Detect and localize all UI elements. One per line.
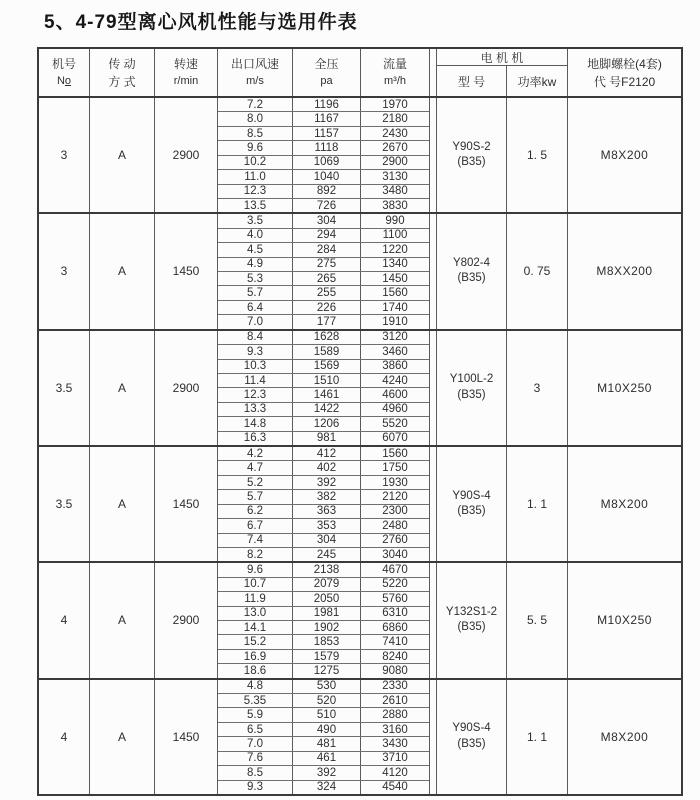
- performance-value: 1740: [382, 301, 408, 314]
- motor-model: Y90S-4: [452, 722, 491, 735]
- column-gap: [430, 447, 437, 561]
- performance-value: 275: [293, 258, 361, 271]
- anchor-bolt-cell: M8X200: [600, 148, 649, 163]
- performance-value: 4670: [382, 564, 408, 577]
- performance-row: [218, 664, 429, 677]
- performance-row: [218, 621, 429, 635]
- performance-value: 177: [293, 315, 361, 328]
- performance-value: 1910: [382, 315, 408, 328]
- performance-rows: [218, 563, 430, 677]
- performance-value: 1220: [382, 243, 408, 256]
- fan-block: [39, 680, 681, 794]
- performance-value: 4.0: [218, 229, 293, 242]
- performance-value: 402: [293, 461, 361, 474]
- motor-model-text: [452, 721, 490, 752]
- motor-power-cell: 5. 5: [507, 563, 568, 677]
- motor-model: Y90S-4: [452, 489, 491, 502]
- machine-no-cell: 3.5: [39, 331, 90, 445]
- performance-value: 1560: [382, 287, 408, 300]
- performance-value: 3130: [382, 170, 408, 183]
- performance-value: 5520: [382, 417, 408, 430]
- performance-row: [218, 505, 429, 519]
- performance-value: 11.0: [218, 170, 293, 183]
- performance-row: [218, 723, 429, 737]
- motor-model-text: [446, 605, 497, 636]
- performance-value: 1040: [293, 170, 361, 183]
- machine-no-cell: 3: [39, 98, 90, 212]
- performance-value: 1167: [293, 112, 361, 125]
- performance-row: [218, 694, 429, 708]
- performance-value: 13.3: [218, 403, 293, 416]
- header-line: [57, 73, 71, 90]
- performance-row: [218, 388, 429, 402]
- performance-value: 1510: [293, 374, 361, 387]
- anchor-bolt-cell: M10X250: [597, 613, 652, 628]
- performance-value: 245: [293, 548, 361, 561]
- header-line: 代 号F2120: [593, 74, 656, 89]
- header-line: 转速: [173, 57, 198, 72]
- header-line: m/s: [246, 75, 264, 88]
- performance-value: 2670: [382, 141, 408, 154]
- performance-value: 3120: [382, 331, 408, 344]
- performance-row: [218, 127, 429, 141]
- performance-value: 255: [293, 286, 361, 299]
- header-motor-power: 功率kw: [517, 74, 557, 89]
- performance-value: 6860: [382, 621, 408, 634]
- performance-value: 2760: [382, 534, 408, 547]
- performance-value: 4240: [382, 374, 408, 387]
- drive-cell: A: [90, 98, 155, 212]
- performance-value: 1853: [293, 635, 361, 648]
- performance-value: 3710: [382, 752, 408, 765]
- motor-mount: (B35): [457, 156, 486, 169]
- performance-value: 6070: [382, 432, 408, 445]
- performance-row: [218, 708, 429, 722]
- machine-no-cell: 4: [39, 680, 90, 794]
- performance-value: 304: [293, 214, 361, 227]
- performance-value: 8240: [382, 650, 408, 663]
- anchor-bolt-cell: M8X200: [600, 729, 649, 744]
- performance-value: 392: [293, 766, 361, 779]
- performance-value: 4600: [382, 389, 408, 402]
- drive-cell: A: [90, 563, 155, 677]
- performance-value: 6.5: [218, 723, 293, 736]
- performance-value: 412: [293, 447, 361, 460]
- performance-value: 12.3: [218, 185, 293, 198]
- performance-value: 1750: [382, 462, 408, 475]
- performance-value: 8.0: [218, 112, 293, 125]
- performance-value: 5.3: [218, 272, 293, 285]
- motor-model-cell: [437, 563, 507, 677]
- performance-row: [218, 781, 429, 794]
- performance-value: 1450: [382, 272, 408, 285]
- performance-value: 9080: [382, 664, 408, 677]
- header-motor-model: 型 号: [437, 66, 507, 96]
- performance-row: [218, 578, 429, 592]
- column-gap: [430, 331, 437, 445]
- performance-value: 1560: [382, 447, 408, 460]
- header-line: 全压: [314, 57, 339, 72]
- performance-value: 382: [293, 490, 361, 503]
- performance-value: 294: [293, 229, 361, 242]
- motor-model: Y132S1-2: [445, 605, 498, 618]
- performance-value: 392: [293, 476, 361, 489]
- performance-value: 13.0: [218, 607, 293, 620]
- table-header: [39, 49, 681, 98]
- motor-model-cell: [437, 331, 507, 445]
- performance-row: [218, 635, 429, 649]
- performance-row: [218, 752, 429, 766]
- performance-value: 981: [293, 432, 361, 445]
- column-gap: [430, 49, 437, 96]
- performance-value: 6.7: [218, 519, 293, 532]
- performance-value: 9.6: [218, 563, 293, 576]
- performance-value: 1579: [293, 650, 361, 663]
- performance-value: 892: [293, 185, 361, 198]
- performance-value: 7410: [382, 636, 408, 649]
- performance-value: 1628: [293, 331, 361, 344]
- performance-value: 3040: [382, 548, 408, 561]
- column-gap: [430, 680, 437, 794]
- performance-value: 5760: [382, 592, 408, 605]
- performance-row: [218, 345, 429, 359]
- performance-value: 265: [293, 272, 361, 285]
- performance-value: 7.0: [218, 737, 293, 750]
- performance-value: 8.5: [218, 127, 293, 140]
- motor-mount: (B35): [457, 737, 486, 750]
- motor-model-cell: [437, 214, 507, 328]
- performance-value: 510: [293, 708, 361, 721]
- machine-no-cell: 4: [39, 563, 90, 677]
- performance-value: 9.3: [218, 781, 293, 794]
- performance-value: 4540: [382, 781, 408, 794]
- no-abbrev-o: o: [64, 75, 72, 88]
- motor-mount: (B35): [457, 272, 486, 285]
- performance-row: [218, 243, 429, 257]
- performance-value: 1196: [293, 98, 361, 111]
- performance-value: 10.2: [218, 156, 293, 169]
- performance-row: [218, 170, 429, 184]
- motor-power-cell: 1. 1: [507, 447, 568, 561]
- performance-rows: [218, 98, 430, 212]
- header-motor-title: 电 机 机: [437, 49, 567, 66]
- motor-model: Y90S-2: [452, 140, 491, 153]
- performance-value: 324: [293, 781, 361, 794]
- header-line: 地脚螺栓(4套): [587, 56, 662, 71]
- header-total-pressure: [293, 49, 361, 96]
- performance-value: 2079: [293, 578, 361, 591]
- performance-value: 1206: [293, 417, 361, 430]
- no-abbrev-n: N: [56, 75, 65, 88]
- fan-block: [39, 447, 681, 563]
- rpm-cell: 2900: [155, 331, 218, 445]
- motor-model-cell: [437, 447, 507, 561]
- header-outlet-velocity: [218, 49, 293, 96]
- performance-value: 1981: [293, 607, 361, 620]
- performance-value: 4960: [382, 403, 408, 416]
- performance-value: 7.0: [218, 315, 293, 328]
- performance-value: 1902: [293, 621, 361, 634]
- header-flow-rate: [361, 49, 430, 96]
- rpm-cell: 2900: [155, 563, 218, 677]
- performance-row: [218, 519, 429, 533]
- performance-value: 1422: [293, 403, 361, 416]
- performance-value: 7.4: [218, 534, 293, 547]
- performance-rows: [218, 214, 430, 328]
- performance-value: 2050: [293, 592, 361, 605]
- performance-value: 3860: [382, 360, 408, 373]
- anchor-bolt-cell: M8XX200: [596, 264, 653, 279]
- performance-row: [218, 461, 429, 475]
- drive-cell: A: [90, 331, 155, 445]
- rpm-cell: 1450: [155, 447, 218, 561]
- performance-value: 13.5: [218, 199, 293, 212]
- performance-row: [218, 607, 429, 621]
- performance-value: 8.2: [218, 548, 293, 561]
- performance-value: 2180: [382, 113, 408, 126]
- header-rpm: [155, 49, 218, 96]
- header-anchor-bolt: [568, 49, 681, 96]
- performance-value: 3460: [382, 345, 408, 358]
- performance-value: 5220: [382, 578, 408, 591]
- performance-row: [218, 98, 429, 112]
- performance-value: 10.7: [218, 578, 293, 591]
- motor-power-cell: 1. 5: [507, 98, 568, 212]
- page-title: 5、4-79型离心风机性能与选用件表: [44, 12, 358, 33]
- performance-row: [218, 185, 429, 199]
- performance-row: [218, 766, 429, 780]
- performance-row: [218, 548, 429, 561]
- performance-value: 3.5: [218, 214, 293, 227]
- header-motor-group: [437, 49, 568, 96]
- performance-row: [218, 403, 429, 417]
- drive-cell: A: [90, 447, 155, 561]
- header-motor-subrow: [437, 66, 567, 96]
- performance-row: [218, 447, 429, 461]
- performance-value: 2480: [382, 519, 408, 532]
- performance-value: 1100: [382, 229, 408, 242]
- performance-value: 11.4: [218, 374, 293, 387]
- performance-value: 481: [293, 737, 361, 750]
- performance-value: 2880: [382, 709, 408, 722]
- performance-row: [218, 563, 429, 577]
- performance-row: [218, 476, 429, 490]
- performance-value: 1589: [293, 345, 361, 358]
- motor-model: Y802-4: [452, 256, 491, 269]
- performance-row: [218, 374, 429, 388]
- performance-value: 4120: [382, 766, 408, 779]
- motor-power-cell: 3: [507, 331, 568, 445]
- performance-value: 10.3: [218, 360, 293, 373]
- column-gap: [430, 563, 437, 677]
- performance-value: 8.5: [218, 766, 293, 779]
- performance-row: [218, 301, 429, 315]
- performance-value: 4.7: [218, 461, 293, 474]
- fan-block: [39, 98, 681, 214]
- motor-model-cell: [437, 98, 507, 212]
- machine-no-cell: 3: [39, 214, 90, 328]
- performance-row: [218, 272, 429, 286]
- performance-value: 6.4: [218, 301, 293, 314]
- performance-value: 2610: [382, 694, 408, 707]
- performance-value: 1569: [293, 360, 361, 373]
- performance-value: 304: [293, 534, 361, 547]
- performance-value: 3480: [382, 185, 408, 198]
- drive-cell: A: [90, 680, 155, 794]
- performance-row: [218, 315, 429, 328]
- performance-row: [218, 360, 429, 374]
- performance-value: 1157: [293, 127, 361, 140]
- performance-value: 726: [293, 199, 361, 212]
- performance-value: 226: [293, 301, 361, 314]
- performance-value: 4.2: [218, 447, 293, 460]
- performance-value: 6.2: [218, 505, 293, 518]
- header-line: 机号: [51, 57, 76, 72]
- motor-model-cell: [437, 680, 507, 794]
- motor-mount: (B35): [457, 388, 486, 401]
- motor-mount: (B35): [457, 621, 486, 634]
- performance-value: 1340: [382, 258, 408, 271]
- performance-value: 363: [293, 505, 361, 518]
- performance-row: [218, 592, 429, 606]
- performance-rows: [218, 447, 430, 561]
- performance-value: 9.3: [218, 345, 293, 358]
- performance-value: 7.6: [218, 752, 293, 765]
- header-line: r/min: [173, 75, 199, 88]
- motor-model-text: [453, 256, 490, 287]
- performance-row: [218, 214, 429, 228]
- performance-rows: [218, 680, 430, 794]
- performance-value: 5.9: [218, 708, 293, 721]
- machine-no-cell: 3.5: [39, 447, 90, 561]
- performance-row: [218, 141, 429, 155]
- performance-value: 2300: [382, 505, 408, 518]
- performance-value: 14.8: [218, 417, 293, 430]
- performance-value: 4.8: [218, 680, 293, 693]
- performance-value: 4.5: [218, 243, 293, 256]
- motor-model: Y100L-2: [449, 373, 494, 386]
- performance-row: [218, 199, 429, 212]
- motor-power-cell: 1. 1: [507, 680, 568, 794]
- performance-row: [218, 112, 429, 126]
- motor-model-text: [452, 140, 490, 171]
- performance-value: 11.9: [218, 592, 293, 605]
- drive-cell: A: [90, 214, 155, 328]
- performance-row: [218, 331, 429, 345]
- motor-mount: (B35): [457, 505, 486, 518]
- header-line: 出口风速: [230, 57, 279, 72]
- performance-row: [218, 229, 429, 243]
- header-drive: [90, 49, 155, 96]
- performance-value: 1461: [293, 388, 361, 401]
- performance-value: 5.2: [218, 476, 293, 489]
- performance-value: 14.1: [218, 621, 293, 634]
- performance-value: 5.7: [218, 286, 293, 299]
- performance-value: 3830: [382, 199, 408, 212]
- header-line: pa: [320, 75, 333, 88]
- performance-row: [218, 432, 429, 445]
- performance-value: 1275: [293, 664, 361, 677]
- performance-value: 5.7: [218, 490, 293, 503]
- performance-row: [218, 286, 429, 300]
- performance-value: 353: [293, 519, 361, 532]
- performance-value: 284: [293, 243, 361, 256]
- performance-value: 18.6: [218, 664, 293, 677]
- performance-value: 5.35: [218, 694, 293, 707]
- performance-row: [218, 650, 429, 664]
- performance-value: 2120: [382, 490, 408, 503]
- performance-value: 2138: [293, 563, 361, 576]
- performance-value: 6310: [382, 607, 408, 620]
- rpm-cell: 1450: [155, 680, 218, 794]
- performance-value: 2900: [382, 156, 408, 169]
- motor-model-text: [452, 489, 490, 520]
- header-machine-no: [39, 49, 90, 96]
- fan-performance-table: [37, 47, 683, 796]
- performance-row: [218, 417, 429, 431]
- column-gap: [430, 214, 437, 328]
- motor-power-cell: 0. 75: [507, 214, 568, 328]
- performance-value: 3430: [382, 738, 408, 751]
- rpm-cell: 2900: [155, 98, 218, 212]
- performance-value: 16.9: [218, 650, 293, 663]
- performance-value: 12.3: [218, 388, 293, 401]
- column-gap: [430, 98, 437, 212]
- header-line: m³/h: [384, 75, 406, 88]
- performance-rows: [218, 331, 430, 445]
- motor-model-text: [450, 372, 493, 403]
- header-line: 流量: [382, 57, 407, 72]
- performance-row: [218, 680, 429, 694]
- performance-row: [218, 156, 429, 170]
- performance-value: 8.4: [218, 331, 293, 344]
- anchor-bolt-cell: M10X250: [597, 380, 652, 395]
- performance-value: 461: [293, 752, 361, 765]
- performance-value: 530: [293, 680, 361, 693]
- performance-value: 1069: [293, 156, 361, 169]
- performance-row: [218, 490, 429, 504]
- performance-value: 9.6: [218, 141, 293, 154]
- performance-row: [218, 534, 429, 548]
- fan-block: [39, 214, 681, 330]
- performance-value: 520: [293, 694, 361, 707]
- performance-value: 490: [293, 723, 361, 736]
- performance-value: 15.2: [218, 635, 293, 648]
- performance-value: 4.9: [218, 258, 293, 271]
- rpm-cell: 1450: [155, 214, 218, 328]
- performance-value: 1930: [382, 476, 408, 489]
- header-line: 方 式: [108, 74, 136, 89]
- header-line: 传 动: [108, 56, 136, 71]
- performance-value: 7.2: [218, 98, 293, 111]
- performance-row: [218, 737, 429, 751]
- performance-value: 3160: [382, 723, 408, 736]
- performance-value: 1970: [382, 98, 408, 111]
- performance-row: [218, 258, 429, 272]
- performance-value: 2330: [382, 680, 408, 693]
- performance-value: 990: [385, 215, 405, 228]
- fan-block: [39, 331, 681, 447]
- performance-value: 1118: [293, 141, 361, 154]
- performance-value: 16.3: [218, 432, 293, 445]
- fan-block: [39, 563, 681, 679]
- anchor-bolt-cell: M8X200: [600, 497, 649, 512]
- performance-value: 2430: [382, 127, 408, 140]
